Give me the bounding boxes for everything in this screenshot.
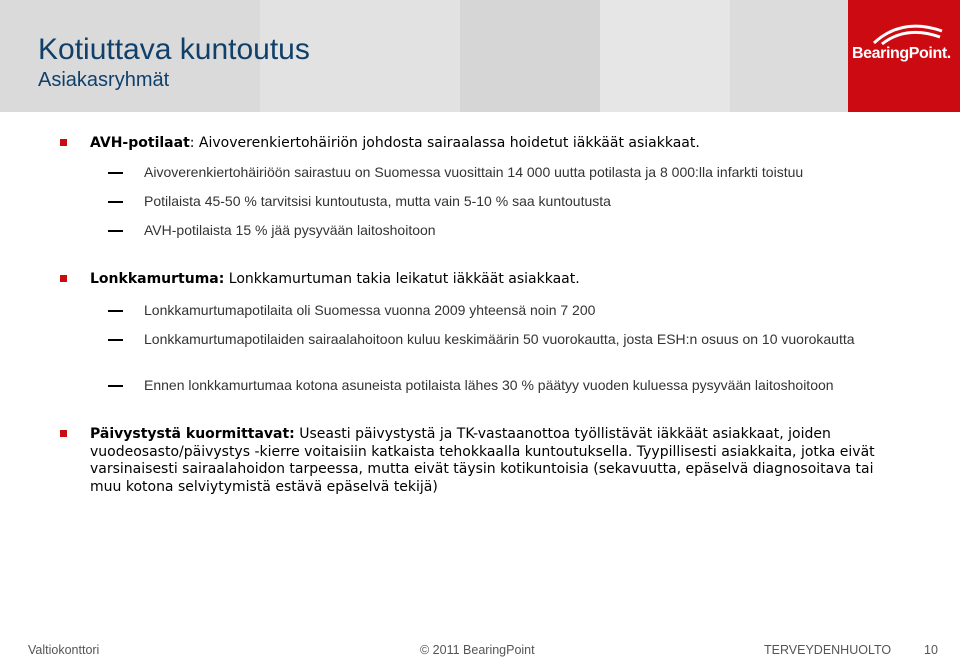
dash-bullet-icon bbox=[108, 310, 123, 312]
list-item-text: Lonkkamurtumapotilaiden sairaalahoitoon kuluu keskimäärin 50 vuorokautta, josta ESH:n osuus on 10 vuorokautta bbox=[144, 331, 855, 347]
dash-bullet-icon bbox=[108, 172, 123, 174]
header-band bbox=[0, 0, 960, 112]
footer-section: TERVEYDENHUOLTO bbox=[764, 643, 892, 657]
list-item-text: Aivoverenkiertohäiriöön sairastuu on Suomessa vuosittain 14 000 uutta potilasta ja 8 000:lla infarkti toistuu bbox=[144, 164, 804, 180]
page-title: Kotiuttava kuntoutus bbox=[38, 33, 310, 66]
list-item-text: Potilaista 45-50 % tarvitsisi kuntoutusta, mutta vain 5-10 % saa kuntoutusta bbox=[144, 193, 611, 209]
dash-bullet-icon bbox=[108, 201, 123, 203]
logo-arc-icon bbox=[872, 19, 944, 45]
section-label: Päivystystä kuormittavat: bbox=[90, 426, 295, 442]
header-stripe bbox=[600, 0, 730, 112]
section-desc: : Aivoverenkiertohäiriön johdosta sairaalassa hoidetut iäkkäät asiakkaat. bbox=[189, 135, 700, 151]
section-text bbox=[90, 271, 580, 288]
footer-copyright: © 2011 BearingPoint bbox=[420, 643, 535, 657]
page-number: 10 bbox=[924, 643, 938, 657]
header-stripe bbox=[460, 0, 600, 112]
dash-bullet-icon bbox=[108, 385, 123, 387]
logo-text: BearingPoint. bbox=[852, 45, 951, 62]
section-label: AVH-potilaat bbox=[90, 135, 190, 151]
section-desc: Useasti päivystystä ja TK-vastaanottoa työllistävät iäkkäät asiakkaat, joiden vuodeosasto/päivystys -kierre voitaisiin katkaista tehokkaalla kuntoutuksella. Tyypillisesti asiakkaita, jotka eivät varsinaisesti sairaalahoidon tarpeessa, mutta eivät täysin kotikuntoisia (sekavuutta, epäselvä diagnosoitava tai muu kotona selviytymistä estävä epäselvä tekijä) bbox=[90, 426, 875, 495]
section-text bbox=[90, 426, 900, 496]
dash-bullet-icon bbox=[108, 339, 123, 341]
dash-bullet-icon bbox=[108, 230, 123, 232]
bullet-square-icon bbox=[60, 139, 67, 146]
list-item-text: Lonkkamurtumapotilaita oli Suomessa vuonna 2009 yhteensä noin 7 200 bbox=[144, 302, 596, 318]
section-desc: Lonkkamurtuman takia leikatut iäkkäät asiakkaat. bbox=[224, 271, 580, 287]
bullet-square-icon bbox=[60, 275, 67, 282]
page-subtitle: Asiakasryhmät bbox=[38, 69, 170, 91]
header-stripe bbox=[730, 0, 848, 112]
bullet-square-icon bbox=[60, 430, 67, 437]
section-label: Lonkkamurtuma: bbox=[90, 271, 225, 287]
footer-left: Valtiokonttori bbox=[28, 643, 100, 657]
list-item-text: AVH-potilaista 15 % jää pysyvään laitoshoitoon bbox=[144, 222, 436, 238]
list-item-text: Ennen lonkkamurtumaa kotona asuneista potilaista lähes 30 % päätyy vuoden kuluessa pysyvään laitoshoitoon bbox=[144, 377, 834, 393]
section-text bbox=[90, 135, 700, 152]
